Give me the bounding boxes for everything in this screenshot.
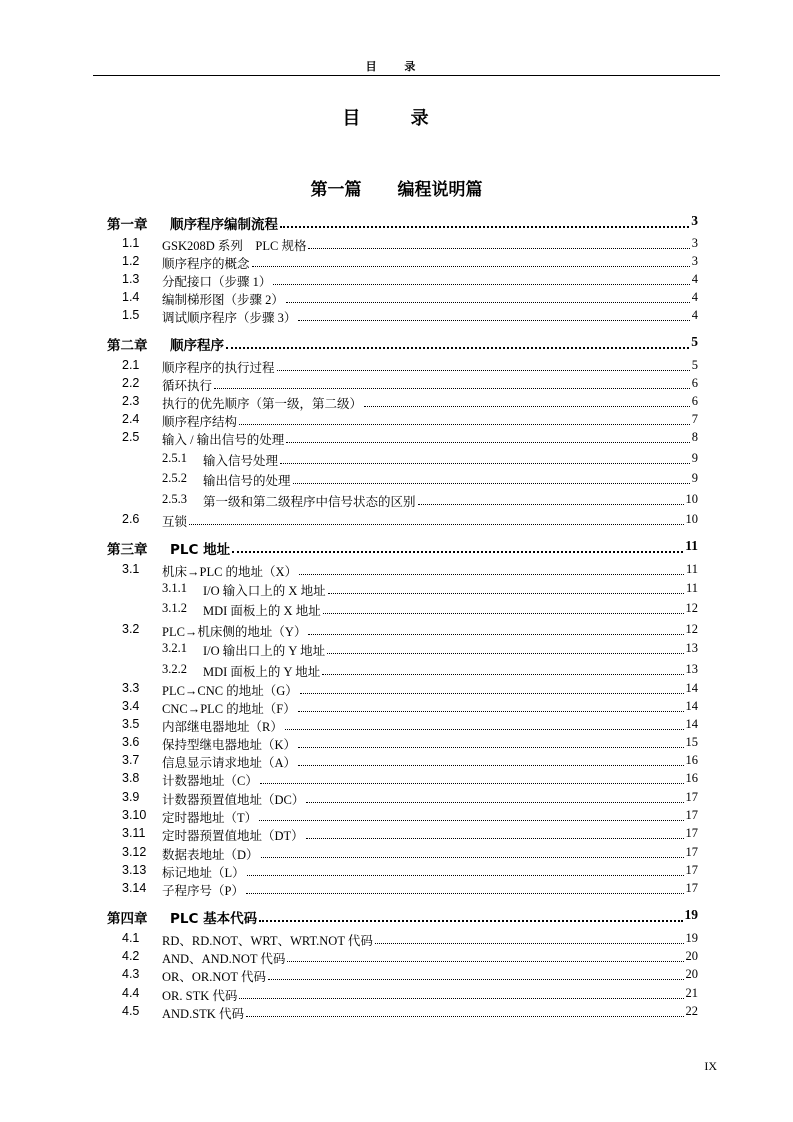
toc-entry-page: 13 [685, 662, 698, 676]
toc-entry-page: 17 [685, 826, 698, 840]
toc-entry-number: 3.1.2 [162, 601, 187, 615]
toc-leader-dots [189, 524, 684, 525]
toc-leader-dots [287, 961, 684, 962]
toc-entry[interactable] [0, 471, 793, 489]
toc-chapter-entry[interactable] [0, 538, 793, 556]
toc-entry-title: PLC 基本代码 [170, 911, 258, 927]
toc-entry-title: 顺序程序结构 [162, 415, 238, 429]
toc-entry-number: 2.5.2 [162, 471, 187, 485]
toc-chapter-entry[interactable] [0, 213, 793, 231]
toc-entry-number: 1.5 [122, 308, 140, 322]
toc-entry-number: 1.4 [122, 290, 140, 304]
toc-entry-page: 6 [691, 376, 698, 390]
toc-entry-number: 3.3 [122, 681, 140, 695]
toc-entry-title: 顺序程序编制流程 [170, 217, 278, 233]
toc-entry-page: 13 [685, 641, 698, 655]
toc-entry[interactable] [0, 254, 793, 272]
toc-entry[interactable] [0, 826, 793, 844]
toc-entry-page: 11 [685, 581, 698, 595]
toc-entry[interactable] [0, 581, 793, 599]
toc-entry-page: 17 [685, 808, 698, 822]
toc-entry-page: 16 [685, 771, 698, 785]
toc-entry-number: 1.1 [122, 236, 140, 250]
toc-entry-title: RD、RD.NOT、WRT、WRT.NOT 代码 [162, 934, 373, 948]
toc-leader-dots [246, 893, 684, 894]
toc-entry-number: 3.7 [122, 753, 140, 767]
toc-entry-page: 8 [691, 430, 698, 444]
toc-entry-number: 3.12 [122, 845, 147, 859]
toc-entry-number: 2.1 [122, 358, 140, 372]
running-header: 目 录 [365, 60, 428, 73]
page-number: IX [704, 1059, 717, 1073]
toc-entry[interactable] [0, 753, 793, 771]
toc-entry-title: 输出信号的处理 [203, 474, 291, 488]
toc-entry[interactable] [0, 771, 793, 789]
toc-entry-page: 3 [691, 236, 698, 250]
toc-entry-number: 2.5 [122, 430, 140, 444]
toc-entry-title: AND、AND.NOT 代码 [162, 952, 286, 966]
toc-leader-dots [298, 711, 684, 712]
toc-entry-title: 内部继电器地址（R） [162, 720, 283, 734]
toc-leader-dots [299, 574, 684, 575]
toc-entry-number: 4.4 [122, 986, 140, 1000]
toc-entry[interactable] [0, 236, 793, 254]
toc-entry[interactable] [0, 881, 793, 899]
toc-entry-number: 2.3 [122, 394, 140, 408]
toc-entry-number: 4.2 [122, 949, 140, 963]
toc-entry-number: 3.8 [122, 771, 140, 785]
toc-entry[interactable] [0, 358, 793, 376]
toc-entry-title: 保持型继电器地址（K） [162, 738, 297, 752]
toc-entry[interactable] [0, 412, 793, 430]
toc-leader-dots [247, 875, 684, 876]
toc-entry-title: 定时器地址（T） [162, 811, 258, 825]
toc-leader-dots [298, 765, 684, 766]
toc-leader-dots [308, 248, 690, 249]
toc-entry[interactable] [0, 376, 793, 394]
toc-entry-title: PLC→机床侧的地址（Y） [162, 625, 307, 639]
toc-entry-title: I/O 输入口上的 X 地址 [203, 584, 326, 598]
toc-entry[interactable] [0, 641, 793, 659]
toc-leader-dots [375, 943, 684, 944]
toc-entry-page: 12 [685, 601, 698, 615]
toc-entry-page: 20 [685, 967, 698, 981]
toc-entry-page: 3 [691, 213, 698, 228]
toc-entry-title: PLC 地址 [170, 542, 231, 558]
toc-entry-page: 3 [691, 254, 698, 268]
toc-entry-number: 第三章 [107, 542, 148, 558]
toc-leader-dots [286, 442, 690, 443]
toc-entry-page: 14 [685, 681, 698, 695]
toc-entry-number: 3.14 [122, 881, 147, 895]
toc-entry[interactable] [0, 394, 793, 412]
toc-leader-dots [232, 551, 683, 553]
toc-entry-title: 第一级和第二级程序中信号状态的区别 [203, 495, 416, 509]
toc-entry[interactable] [0, 512, 793, 530]
toc-entry-page: 4 [691, 272, 698, 286]
toc-entry-page: 17 [685, 845, 698, 859]
toc-entry[interactable] [0, 735, 793, 753]
toc-entry[interactable] [0, 430, 793, 448]
toc-entry[interactable] [0, 967, 793, 985]
toc-entry-number: 2.5.3 [162, 492, 187, 506]
toc-entry-page: 14 [685, 699, 698, 713]
toc-entry-number: 3.4 [122, 699, 140, 713]
toc-entry-number: 3.1 [122, 562, 140, 576]
toc-entry-page: 19 [685, 931, 698, 945]
toc-entry-title: 互锁 [162, 515, 188, 529]
toc-entry-page: 17 [685, 881, 698, 895]
toc-entry-title: PLC→CNC 的地址（G） [162, 684, 298, 698]
toc-entry[interactable] [0, 681, 793, 699]
toc-entry-title: MDI 面板上的 Y 地址 [203, 665, 321, 679]
toc-entry-page: 19 [684, 907, 698, 922]
toc-entry-number: 3.11 [122, 826, 146, 840]
toc-entry-number: 1.2 [122, 254, 140, 268]
toc-entry[interactable] [0, 451, 793, 469]
toc-entry-number: 第二章 [107, 338, 148, 354]
toc-entry[interactable] [0, 272, 793, 290]
toc-leader-dots [298, 320, 690, 321]
toc-entry-title: OR、OR.NOT 代码 [162, 970, 266, 984]
toc-entry[interactable] [0, 790, 793, 808]
toc-entry-page: 16 [685, 753, 698, 767]
toc-entry-page: 4 [691, 290, 698, 304]
toc-leader-dots [252, 266, 690, 267]
toc-leader-dots [308, 634, 684, 635]
toc-entry-title: 计数器地址（C） [162, 774, 258, 788]
toc-entry-title: 信息显示请求地址（A） [162, 756, 297, 770]
toc-entry-title: 定时器预置值地址（DT） [162, 829, 304, 843]
toc-leader-dots [364, 406, 690, 407]
toc-leader-dots [246, 1016, 684, 1017]
toc-entry-page: 20 [685, 949, 698, 963]
toc-entry-number: 第四章 [107, 911, 148, 927]
toc-entry-number: 2.6 [122, 512, 140, 526]
toc-leader-dots [286, 302, 690, 303]
toc-entry[interactable] [0, 622, 793, 640]
toc-entry-page: 7 [691, 412, 698, 426]
toc-entry[interactable] [0, 863, 793, 881]
toc-leader-dots [280, 226, 689, 228]
toc-entry-page: 6 [691, 394, 698, 408]
toc-entry-number: 3.13 [122, 863, 147, 877]
toc-leader-dots [260, 783, 684, 784]
toc-entry-title: 调试顺序程序（步骤 3） [162, 311, 297, 325]
toc-entry-page: 21 [685, 986, 698, 1000]
toc-leader-dots [277, 370, 690, 371]
toc-entry-number: 3.10 [122, 808, 147, 822]
toc-entry[interactable] [0, 808, 793, 826]
toc-entry[interactable] [0, 492, 793, 510]
toc-entry-title: MDI 面板上的 X 地址 [203, 604, 321, 618]
toc-entry-title: 机床→PLC 的地址（X） [162, 565, 298, 579]
toc-entry-title: 循环执行 [162, 379, 213, 393]
toc-leader-dots [418, 504, 684, 505]
toc-entry[interactable] [0, 308, 793, 326]
toc-entry[interactable] [0, 986, 793, 1004]
toc-entry-page: 10 [685, 512, 698, 526]
toc-leader-dots [268, 979, 684, 980]
toc-leader-dots [261, 857, 684, 858]
toc-leader-dots [280, 463, 690, 464]
toc-entry-page: 4 [691, 308, 698, 322]
toc-entry-number: 4.5 [122, 1004, 140, 1018]
toc-leader-dots [293, 483, 690, 484]
toc-entry-number: 3.1.1 [162, 581, 187, 595]
toc-leader-dots [298, 747, 684, 748]
toc-entry-title: 分配接口（步骤 1） [162, 275, 272, 289]
toc-entry-page: 11 [685, 562, 698, 576]
toc-entry-title: 编制梯形图（步骤 2） [162, 293, 284, 307]
toc-leader-dots [285, 729, 684, 730]
toc-entry-title: 执行的优先顺序（第一级，第二级） [162, 397, 363, 411]
toc-entry-title: 输入信号处理 [203, 454, 279, 468]
toc-entry[interactable] [0, 949, 793, 967]
toc-entry[interactable] [0, 601, 793, 619]
toc-leader-dots [239, 998, 684, 999]
toc-entry-number: 2.4 [122, 412, 140, 426]
toc-entry-page: 5 [691, 358, 698, 372]
toc-entry-page: 9 [691, 471, 698, 485]
toc-leader-dots [259, 920, 683, 922]
toc-leader-dots [273, 284, 690, 285]
toc-entry-page: 17 [685, 790, 698, 804]
toc-entry-page: 11 [685, 538, 698, 553]
toc-entry-title: 数据表地址（D） [162, 848, 259, 862]
toc-entry-title: CNC→PLC 的地址（F） [162, 702, 296, 716]
toc-leader-dots [239, 424, 690, 425]
toc-leader-dots [328, 593, 684, 594]
toc-entry-title: 顺序程序的概念 [162, 257, 250, 271]
toc-entry-title: OR. STK 代码 [162, 989, 238, 1003]
toc-leader-dots [306, 802, 684, 803]
toc-entry-title: 顺序程序的执行过程 [162, 361, 275, 375]
toc-entry[interactable] [0, 290, 793, 308]
toc-entry-title: 输入 / 输出信号的处理 [162, 433, 285, 447]
part-label: 第一篇 [310, 180, 362, 200]
toc-leader-dots [300, 693, 684, 694]
toc-entry-page: 9 [691, 451, 698, 465]
toc-leader-dots [306, 838, 684, 839]
toc-entry-title: 标记地址（L） [162, 866, 245, 880]
toc-entry-page: 12 [685, 622, 698, 636]
toc-entry-page: 14 [685, 717, 698, 731]
toc-leader-dots [259, 820, 684, 821]
toc-entry[interactable] [0, 1004, 793, 1022]
toc-entry-title: GSK208D 系列 PLC 规格 [162, 239, 307, 253]
toc-entry-title: 子程序号（P） [162, 884, 244, 898]
toc-entry[interactable] [0, 562, 793, 580]
toc-chapter-entry[interactable] [0, 334, 793, 352]
toc-entry-page: 22 [685, 1004, 698, 1018]
toc-entry-page: 5 [691, 334, 698, 349]
toc-entry-number: 3.9 [122, 790, 140, 804]
toc-entry[interactable] [0, 662, 793, 680]
toc-entry-title: 计数器预置值地址（DC） [162, 793, 305, 807]
toc-entry-page: 17 [685, 863, 698, 877]
toc-entry-number: 3.2 [122, 622, 140, 636]
toc-entry[interactable] [0, 699, 793, 717]
toc-entry[interactable] [0, 931, 793, 949]
toc-entry-number: 3.5 [122, 717, 140, 731]
toc-entry-number: 3.6 [122, 735, 140, 749]
toc-leader-dots [323, 613, 684, 614]
part-name: 编程说明篇 [397, 180, 483, 200]
toc-leader-dots [214, 388, 690, 389]
toc-entry-number: 4.1 [122, 931, 140, 945]
toc-leader-dots [226, 347, 689, 349]
page-title: 目 录 [342, 108, 451, 129]
toc-entry-number: 1.3 [122, 272, 140, 286]
toc-entry[interactable] [0, 717, 793, 735]
toc-entry-number: 2.2 [122, 376, 140, 390]
toc-entry-title: I/O 输出口上的 Y 地址 [203, 644, 326, 658]
toc-entry-title: AND.STK 代码 [162, 1007, 244, 1021]
toc-entry-number: 第一章 [107, 217, 148, 233]
toc-leader-dots [322, 674, 684, 675]
toc-entry-number: 4.3 [122, 967, 140, 981]
toc-leader-dots [327, 653, 684, 654]
toc-entry[interactable] [0, 845, 793, 863]
toc-entry-number: 3.2.2 [162, 662, 187, 676]
toc-entry-title: 顺序程序 [170, 338, 224, 354]
toc-entry-number: 2.5.1 [162, 451, 187, 465]
toc-chapter-entry[interactable] [0, 907, 793, 925]
toc-entry-number: 3.2.1 [162, 641, 187, 655]
toc-entry-page: 10 [685, 492, 698, 506]
toc-entry-page: 15 [685, 735, 698, 749]
